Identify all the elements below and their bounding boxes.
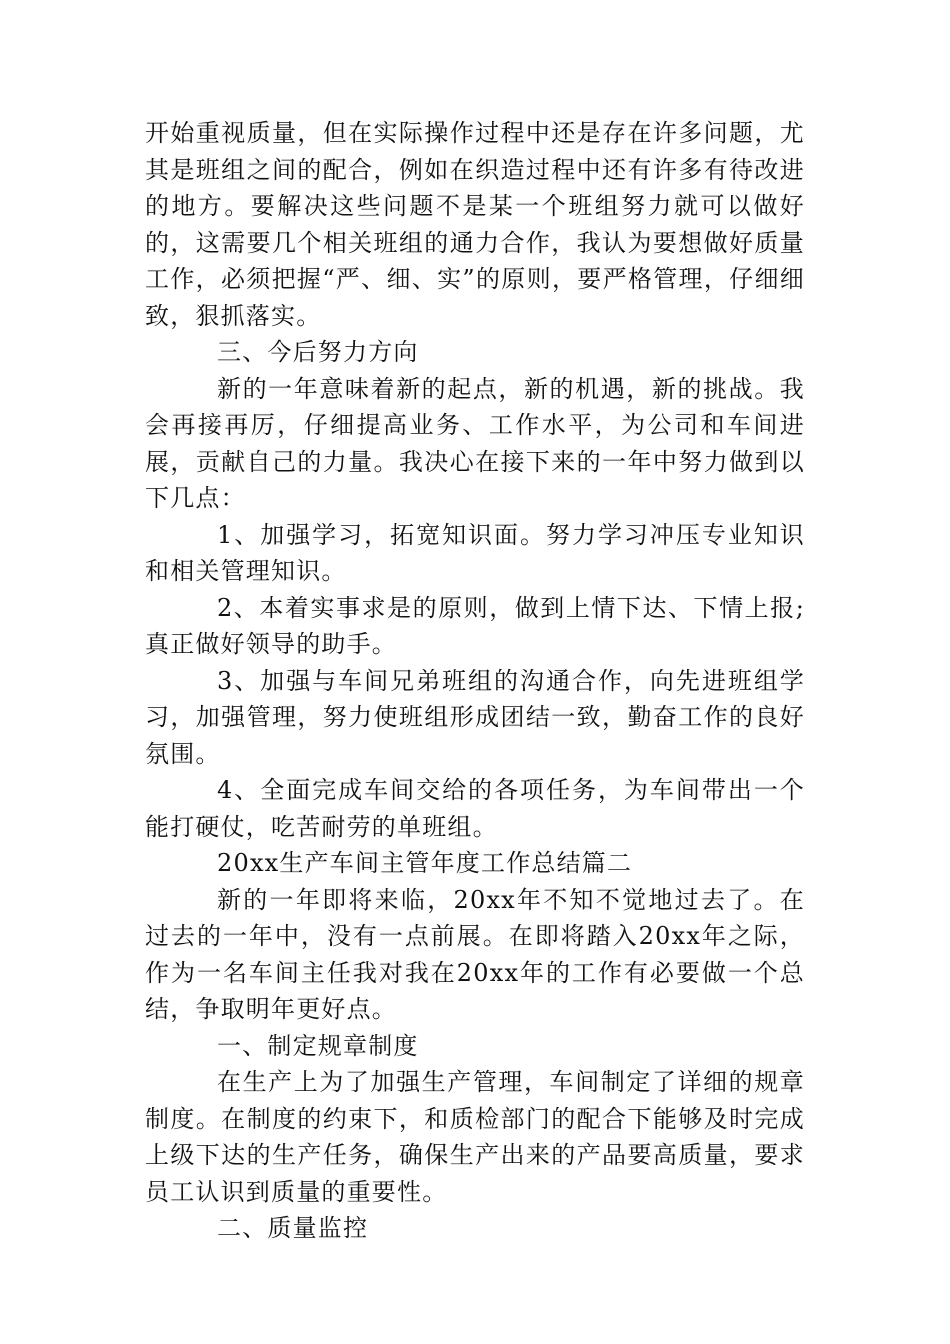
list-item-2: 2、本着实事求是的原则，做到上情下达、下情上报;真正做好领导的助手。 (145, 593, 805, 658)
article-title-part-two: 20xx生产车间主管年度工作总结篇二 (217, 849, 633, 877)
list-item-3: 3、加强与车间兄弟班组的沟通合作，向先进班组学习，加强管理，努力使班组形成团结一致，勤奋工作的良好氛围。 (145, 666, 805, 768)
list-item-4: 4、全面完成车间交给的各项任务，为车间带出一个能打硬仗，吃苦耐劳的单班组。 (145, 776, 805, 841)
section-heading-future-direction: 三、今后努力方向 (217, 338, 419, 366)
paragraph-new-year-resolve: 新的一年意味着新的起点，新的机遇，新的挑战。我会再接再厉，仔细提高业务、工作水平，为公司和车间进展，贡献自己的力量。我决心在接下来的一年中努力做到以下几点： (145, 374, 805, 512)
paragraph-intro-part-two: 新的一年即将来临，20xx年不知不觉地过去了。在过去的一年中，没有一点前展。在即将踏入20xx年之际，作为一名车间主任我对我在20xx年的工作有必要做一个总结，争取明年更好点。 (145, 885, 805, 1023)
section-heading-quality-monitoring: 二、质量监控 (217, 1214, 369, 1242)
list-item-1: 1、加强学习，拓宽知识面。努力学习冲压专业知识和相关管理知识。 (145, 520, 805, 585)
document-body (145, 115, 805, 1247)
paragraph-regulations: 在生产上为了加强生产管理，车间制定了详细的规章制度。在制度的约束下，和质检部门的配合下能够及时完成上级下达的生产任务，确保生产出来的产品要高质量，要求员工认识到质量的重要性。 (145, 1068, 805, 1206)
paragraph-continuation: 开始重视质量，但在实际操作过程中还是存在许多问题，尤其是班组之间的配合，例如在织造过程中还有许多有待改进的地方。要解决这些问题不是某一个班组努力就可以做好的，这需要几个相关班组的通力合作，我认为要想做好质量工作，必须把握“严、细、实”的原则，要严格管理，仔细细致，狠抓落实。 (145, 119, 805, 330)
section-heading-regulations: 一、制定规章制度 (217, 1031, 419, 1060)
